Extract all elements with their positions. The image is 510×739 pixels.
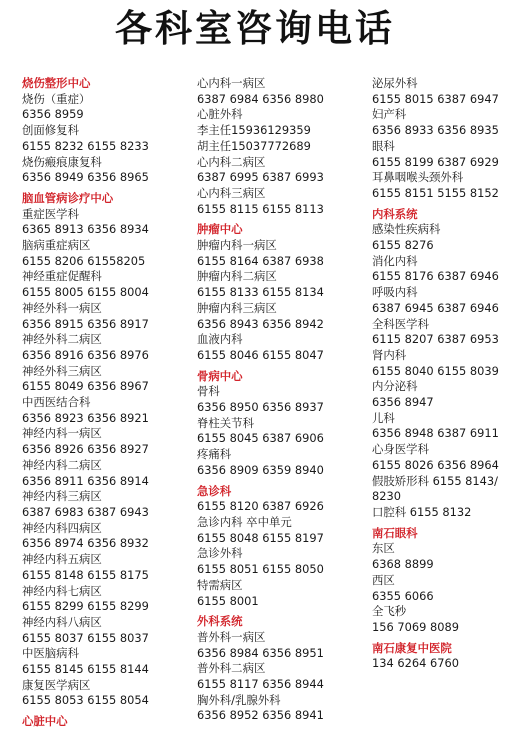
entry-line: 6155 8151 5155 8152 (372, 185, 499, 200)
entry-line: 6356 8923 6356 8921 (22, 410, 149, 425)
entry-line: 妇产科 (372, 107, 407, 122)
entry-line: 消化内科 (372, 253, 418, 268)
entry-line: 6356 8916 6356 8976 (22, 347, 149, 362)
entry-line: 6155 8206 61558205 (22, 253, 146, 268)
entry-line: 神经内科五病区 (22, 552, 102, 567)
entry-line: 骨科 (197, 384, 220, 399)
entry-line: 6155 8115 6155 8113 (197, 201, 324, 216)
entry-line: 6155 8199 6387 6929 (372, 154, 499, 169)
entry-line: 东区 (372, 541, 395, 556)
entry-line: 6155 8117 6356 8944 (197, 677, 324, 692)
section-heading: 脑血管病诊疗中心 (22, 190, 114, 205)
section-heading: 肿瘤中心 (197, 222, 243, 237)
entry-line: 脊柱关节科 (197, 415, 254, 430)
entry-line: 6155 8040 6155 8039 (372, 363, 499, 378)
entry-line: 神经内科三病区 (22, 489, 102, 504)
entry-line: 6155 8148 6155 8175 (22, 567, 149, 582)
entry-line: 6155 8005 6155 8004 (22, 285, 149, 300)
entry-line: 6155 8276 (372, 238, 434, 253)
entry-line: 耳鼻咽喉头颈外科 (372, 170, 464, 185)
entry-line: 口腔科 6155 8132 (372, 504, 472, 519)
section-heading: 骨病中心 (197, 368, 243, 383)
entry-line: 神经内科二病区 (22, 457, 102, 472)
entry-line: 普外科二病区 (197, 661, 266, 676)
section-heading: 心脏中心 (22, 714, 68, 729)
entry-line: 6356 8950 6356 8937 (197, 400, 324, 415)
entry-line: 6356 8911 6356 8914 (22, 473, 149, 488)
entry-line: 血液内科 (197, 332, 243, 347)
entry-line: 心内科二病区 (197, 154, 266, 169)
entry-line: 神经重症促醒科 (22, 269, 102, 284)
entry-line: 6356 8959 (22, 107, 84, 122)
entry-line: 6356 8984 6356 8951 (197, 645, 324, 660)
entry-line: 6387 6983 6387 6943 (22, 504, 149, 519)
entry-line: 6365 8913 6356 8934 (22, 222, 149, 237)
entry-line: 6368 8899 (372, 557, 434, 572)
entry-line: 疼痛科 (197, 447, 232, 462)
entry-line: 6355 6066 (372, 588, 434, 603)
entry-line: 急诊内科 卒中单元 (197, 514, 292, 529)
entry-line: 创面修复科 (22, 123, 79, 138)
section-heading: 南石康复中医院 (372, 640, 452, 655)
entry-line: 呼吸内科 (372, 285, 418, 300)
entry-line: 8230 (372, 489, 401, 504)
entry-line: 心脏外科 (197, 107, 243, 122)
entry-line: 6387 6984 6356 8980 (197, 91, 324, 106)
entry-line: 神经外科一病区 (22, 300, 102, 315)
entry-line: 李主任15936129359 (197, 123, 311, 138)
entry-line: 神经内科七病区 (22, 583, 102, 598)
entry-line: 普外科一病区 (197, 629, 266, 644)
entry-line: 6356 8952 6356 8941 (197, 708, 324, 723)
entry-line: 西区 (372, 572, 395, 587)
entry-line: 6155 8026 6356 8964 (372, 457, 499, 472)
entry-line: 6356 8909 6359 8940 (197, 462, 324, 477)
entry-line: 急诊外科 (197, 546, 243, 561)
entry-line: 6356 8947 (372, 395, 434, 410)
entry-line: 6155 8015 6387 6947 (372, 91, 499, 106)
entry-line: 6155 8045 6387 6906 (197, 431, 324, 446)
entry-line: 6387 6995 6387 6993 (197, 170, 324, 185)
entry-line: 6155 8001 (197, 593, 259, 608)
entry-line: 眼科 (372, 138, 395, 153)
entry-line: 134 6264 6760 (372, 656, 459, 671)
entry-line: 6356 8926 6356 8927 (22, 442, 149, 457)
column-3 (372, 76, 508, 672)
entry-line: 康复医学病区 (22, 677, 91, 692)
entry-line: 全飞秒 (372, 604, 407, 619)
entry-line: 156 7069 8089 (372, 619, 459, 634)
entry-line: 心身医学科 (372, 442, 429, 457)
section-heading: 烧伤整形中心 (22, 76, 91, 90)
entry-line: 6155 8037 6155 8037 (22, 630, 149, 645)
entry-line: 6155 8048 6155 8197 (197, 530, 324, 545)
page-title: 各科室咨询电话 (115, 7, 395, 50)
entry-line: 神经内科一病区 (22, 426, 102, 441)
entry-line: 肿瘤内科二病区 (197, 269, 277, 284)
entry-line: 全科医学科 (372, 316, 429, 331)
entry-line: 内分泌科 (372, 379, 418, 394)
entry-line: 6155 8049 6356 8967 (22, 379, 149, 394)
entry-line: 儿科 (372, 410, 395, 425)
section-heading: 南石眼科 (372, 525, 418, 540)
entry-line: 神经外科二病区 (22, 332, 102, 347)
column-2 (197, 76, 359, 724)
entry-line: 肿瘤内科三病区 (197, 300, 277, 315)
section-heading: 外科系统 (197, 614, 243, 629)
entry-line: 6356 8933 6356 8935 (372, 123, 499, 138)
entry-line: 中西医结合科 (22, 395, 91, 410)
entry-line: 泌尿外科 (372, 76, 418, 90)
entry-line: 神经内科八病区 (22, 614, 102, 629)
entry-line: 脑病重症病区 (22, 238, 91, 253)
entry-line: 心内科一病区 (197, 76, 266, 90)
entry-line: 神经内科四病区 (22, 520, 102, 535)
entry-line: 肿瘤内科一病区 (197, 238, 277, 253)
entry-line: 6356 8949 6356 8965 (22, 170, 149, 185)
entry-line: 烧伤瘢痕康复科 (22, 154, 102, 169)
entry-line: 6155 8299 6155 8299 (22, 599, 149, 614)
entry-line: 假肢矫形科 6155 8143/ (372, 473, 499, 488)
entry-line: 特需病区 (197, 577, 243, 592)
entry-line: 6155 8176 6387 6946 (372, 269, 499, 284)
entry-line: 心内科三病区 (197, 185, 266, 200)
entry-line: 6155 8051 6155 8050 (197, 562, 324, 577)
entry-line: 6356 8943 6356 8942 (197, 316, 324, 331)
entry-line: 6356 8915 6356 8917 (22, 316, 149, 331)
entry-line: 感染性疾病科 (372, 222, 441, 237)
section-heading: 急诊科 (197, 483, 232, 498)
entry-line: 神经外科三病区 (22, 363, 102, 378)
section-heading: 内科系统 (372, 206, 418, 221)
entry-line: 6155 8133 6155 8134 (197, 285, 324, 300)
entry-line: 重症医学科 (22, 206, 79, 221)
entry-line: 烧伤（重症） (22, 91, 91, 106)
entry-line: 6356 8974 6356 8932 (22, 536, 149, 551)
entry-line: 肾内科 (372, 347, 407, 362)
entry-line: 6356 8948 6387 6911 (372, 426, 499, 441)
entry-line: 6155 8232 6155 8233 (22, 138, 149, 153)
entry-line: 6155 8164 6387 6938 (197, 253, 324, 268)
entry-line: 6115 8207 6387 6953 (372, 332, 499, 347)
entry-line: 6155 8120 6387 6926 (197, 499, 324, 514)
entry-line: 中医脑病科 (22, 646, 79, 661)
column-1 (22, 76, 184, 730)
entry-line: 胡主任15037772689 (197, 138, 311, 153)
entry-line: 6155 8145 6155 8144 (22, 662, 149, 677)
entry-line: 胸外科/乳腺外科 (197, 692, 281, 707)
entry-line: 6155 8046 6155 8047 (197, 347, 324, 362)
entry-line: 6155 8053 6155 8054 (22, 693, 149, 708)
entry-line: 6387 6945 6387 6946 (372, 300, 499, 315)
